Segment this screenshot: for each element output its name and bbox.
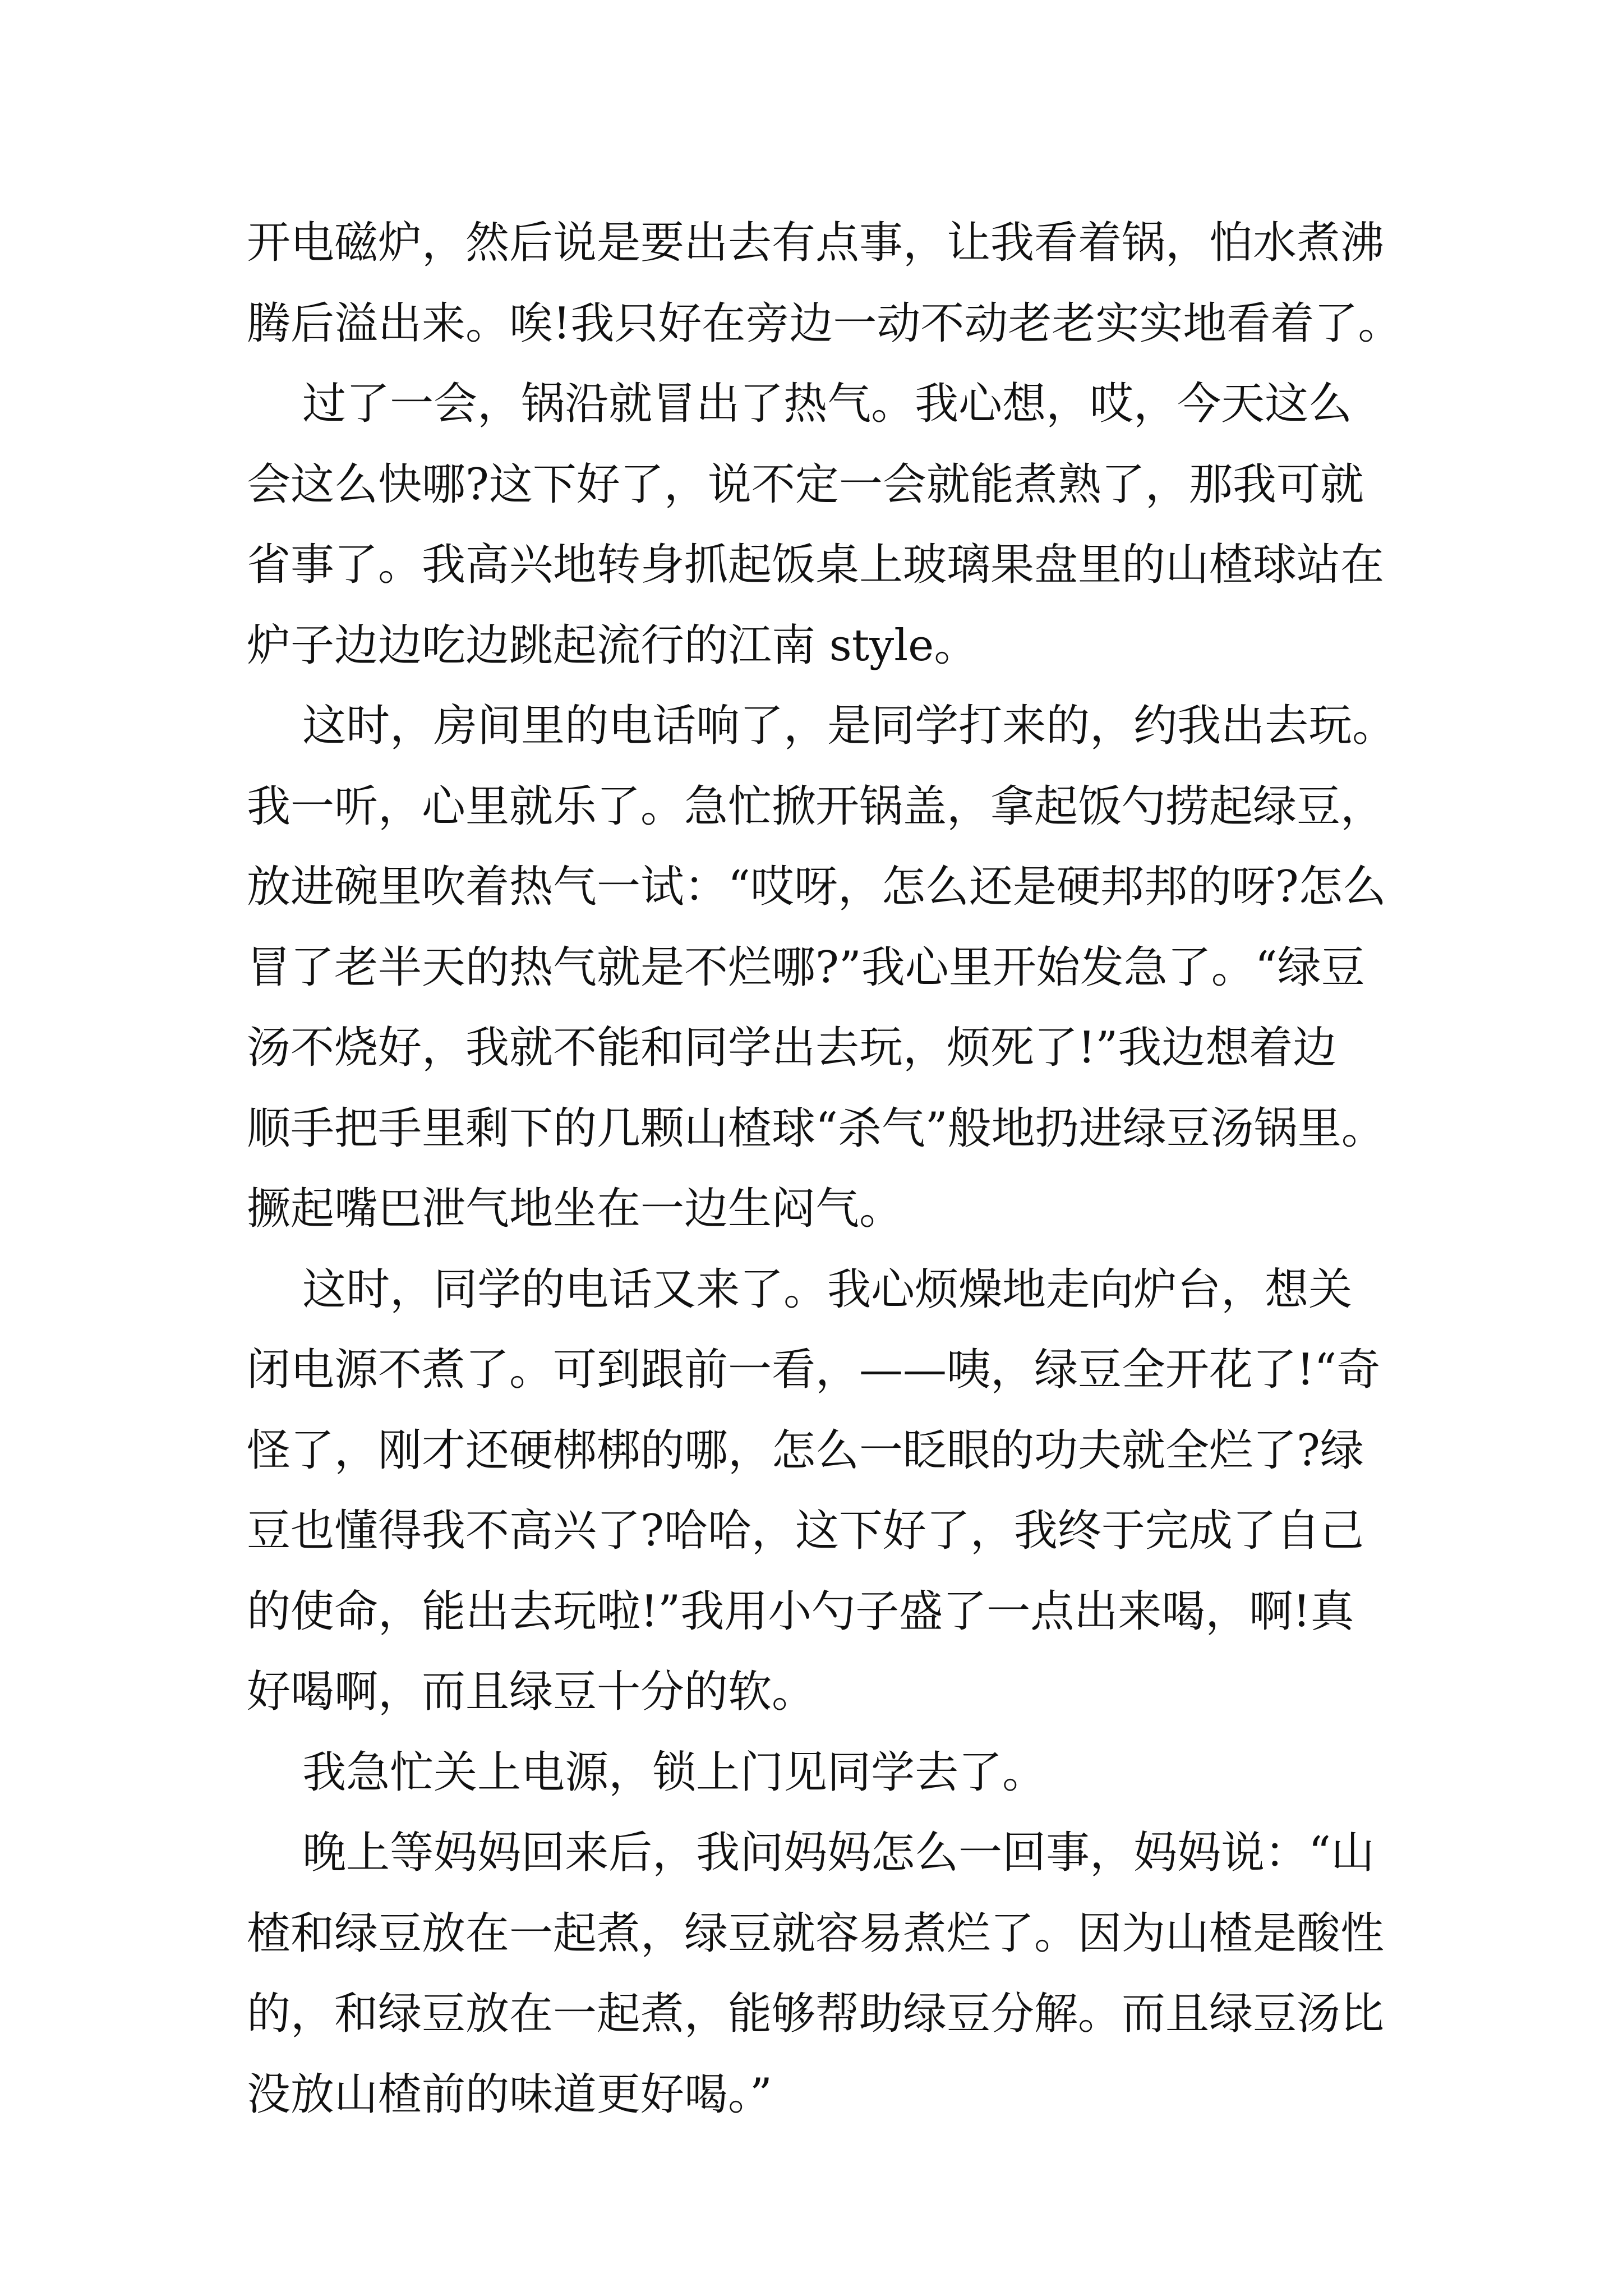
text-line: 没放山楂前的味道更好喝。”	[247, 2069, 772, 2120]
text-line: 豆也懂得我不高兴了?哈哈，这下好了，我终于完成了自己	[247, 1506, 1364, 1556]
text-line: 汤不烧好，我就不能和同学出去玩，烦死了!”我边想着边	[247, 1023, 1337, 1073]
document-body	[247, 203, 1402, 2135]
text-line: 楂和绿豆放在一起煮，绿豆就容易煮烂了。因为山楂是酸性	[247, 1908, 1385, 1959]
text-line: 这时，房间里的电话响了，是同学打来的，约我出去玩。	[247, 701, 1396, 751]
text-line: 我急忙关上电源，锁上门见同学去了。	[247, 1747, 1046, 1798]
text-line: 炉子边边吃边跳起流行的江南 style。	[247, 620, 978, 671]
text-line: 会这么快哪?这下好了，说不定一会就能煮熟了，那我可就	[247, 459, 1364, 510]
text-line: 这时，同学的电话又来了。我心烦燥地走向炉台，想关	[247, 1264, 1353, 1315]
text-line: 好喝啊，而且绿豆十分的软。	[247, 1667, 816, 1717]
text-line: 撅起嘴巴泄气地坐在一边生闷气。	[247, 1184, 903, 1234]
text-line: 省事了。我高兴地转身抓起饭桌上玻璃果盘里的山楂球站在	[247, 540, 1385, 590]
text-line: 晚上等妈妈回来后，我问妈妈怎么一回事，妈妈说：“山	[247, 1828, 1375, 1878]
text-line: 放进碗里吹着热气一试：“哎呀，怎么还是硬邦邦的呀?怎么	[247, 862, 1386, 912]
text-line: 冒了老半天的热气就是不烂哪?”我心里开始发急了。“绿豆	[247, 942, 1365, 993]
text-line: 顺手把手里剩下的几颗山楂球“杀气”般地扔进绿豆汤锅里。	[247, 1103, 1385, 1154]
text-line: 闭电源不煮了。可到跟前一看，——咦，绿豆全开花了!“奇	[247, 1345, 1381, 1395]
text-line: 开电磁炉，然后说是要出去有点事，让我看着锅，怕水煮沸	[247, 218, 1385, 268]
text-line: 的，和绿豆放在一起煮，能够帮助绿豆分解。而且绿豆汤比	[247, 1989, 1385, 2039]
text-line: 怪了，刚才还硬梆梆的哪，怎么一眨眼的功夫就全烂了?绿	[247, 1425, 1364, 1476]
text-line: 过了一会，锅沿就冒出了热气。我心想，哎，今天这么	[247, 379, 1353, 429]
text-line: 我一听，心里就乐了。急忙掀开锅盖，拿起饭勺捞起绿豆，	[247, 781, 1385, 832]
text-line: 的使命，能出去玩啦!”我用小勺子盛了一点出来喝，啊!真	[247, 1586, 1354, 1637]
text-line: 腾后溢出来。唉!我只好在旁边一动不动老老实实地看着了。	[247, 298, 1402, 349]
